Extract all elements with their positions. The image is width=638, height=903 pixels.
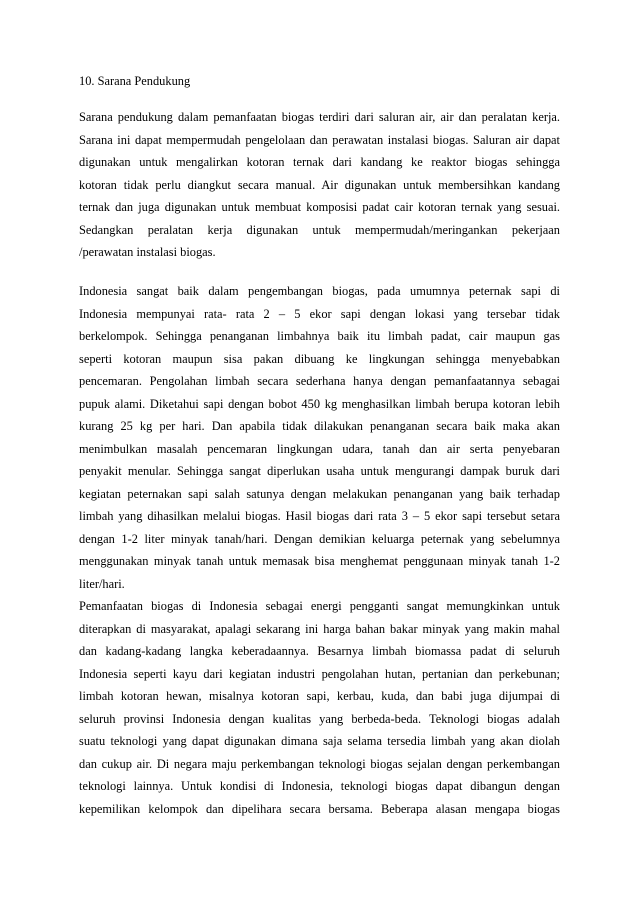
text-line: menimbulkan masalah pencemaran lingkungan udara, tanah dan air serta penyebaran [79,441,560,456]
text-line: seluruh provinsi Indonesia dengan kualitas yang berbeda-beda. Teknologi biogas adalah [79,711,560,726]
text-line: suatu teknologi yang dapat digunakan dimana saja selama tersedia limbah yang akan diolah [79,734,560,748]
text-line: pupuk alami. Diketahui sapi dengan bobot 450 kg menghasilkan limbah berupa kotoran lebih [79,396,560,411]
text-line: ternak dan juga digunakan untuk membuat komposisi padat cair kotoran ternak yang sesuai. [79,200,560,214]
text-line: diterapkan di masyarakat, apalagi sekarang ini harga bahan bakar minyak yang makin mahal [79,621,560,636]
text-line: menggunakan minyak tanah untuk memasak bisa menghemat penggunaan minyak tanah 1-2 [79,554,560,568]
text-line: /perawatan instalasi biogas. [79,245,216,259]
text-line: pencemaran. Pengolahan limbah secara sederhana hanya dengan pemanfaatannya sebagai [79,374,560,388]
text-line: kotoran tidak perlu diangkut secara manual. Air digunakan untuk membersihkan kandang [79,177,560,192]
text-line: Indonesia mempunyai rata- rata 2 – 5 ekor sapi dengan lokasi yang tersebar tidak [79,306,560,321]
text-line: berkelompok. Sehingga penanganan limbahnya baik itu limbah padat, cair maupun gas [79,329,560,343]
text-line: seperti kotoran maupun sisa pakan dibuang ke lingkungan sehingga menyebabkan [79,351,560,366]
text-line: Indonesia sangat baik dalam pengembangan biogas, pada umumnya peternak sapi di [79,284,560,298]
text-line: limbah yang dihasilkan melalui biogas. Hasil biogas dari rata 3 – 5 ekor sapi tersebut setara [79,509,560,523]
text-line: Sarana pendukung dalam pemanfaatan biogas terdiri dari saluran air, air dan peralatan kerja. [79,110,560,124]
text-line: Sedangkan peralatan kerja digunakan untuk mempermudah/meringankan pekerjaan [79,222,560,237]
text-line: kepemilikan kelompok dan dipelihara secara bersama. Beberapa alasan mengapa biogas [79,801,560,816]
text-line: dan cukup air. Di negara maju perkembangan teknologi biogas sejalan dengan perkembangan [79,756,560,771]
text-line: liter/hari. [79,576,125,591]
text-line: Pemanfaatan biogas di Indonesia sebagai energi pengganti sangat memungkinkan untuk [79,599,560,613]
text-line: kegiatan peternakan sapi salah satunya dengan melakukan penanganan yang baik terhadap [79,486,560,501]
text-line: Indonesia seperti kayu dari kegiatan industri pengolahan hutan, pertanian dan perkebunan; [79,666,560,681]
text-line: kurang 25 kg per hari. Dan apabila tidak dilakukan penanganan secara baik maka akan [79,419,560,433]
text-line: teknologi lainnya. Untuk kondisi di Indonesia, teknologi biogas dapat dibangun dengan [79,779,560,793]
text-line: dengan 1-2 liter minyak tanah/hari. Dengan demikian keluarga peternak yang sebelumnya [79,531,560,546]
text-line: digunakan untuk mengalirkan kotoran ternak dari kandang ke reaktor biogas sehingga [79,155,560,169]
section-heading: 10. Sarana Pendukung [79,74,191,88]
text-line: dan kadang-kadang langka keberadaannya. Besarnya limbah biomassa padat di seluruh [79,644,560,658]
paragraph-indonesia-biogas [79,280,560,595]
paragraph-sarana-pendukung [79,106,560,264]
paragraph-pemanfaatan-biogas [79,595,560,820]
text-line: Sarana ini dapat mempermudah pengelolaan dan perawatan instalasi biogas. Saluran air dapat [79,132,560,147]
text-line: penyakit menular. Sehingga sangat diperlukan usaha untuk mengurangi dampak buruk dari [79,464,560,478]
text-line: limbah kotoran hewan, misalnya kotoran sapi, kerbau, kuda, dan babi juga dijumpai di [79,689,560,703]
